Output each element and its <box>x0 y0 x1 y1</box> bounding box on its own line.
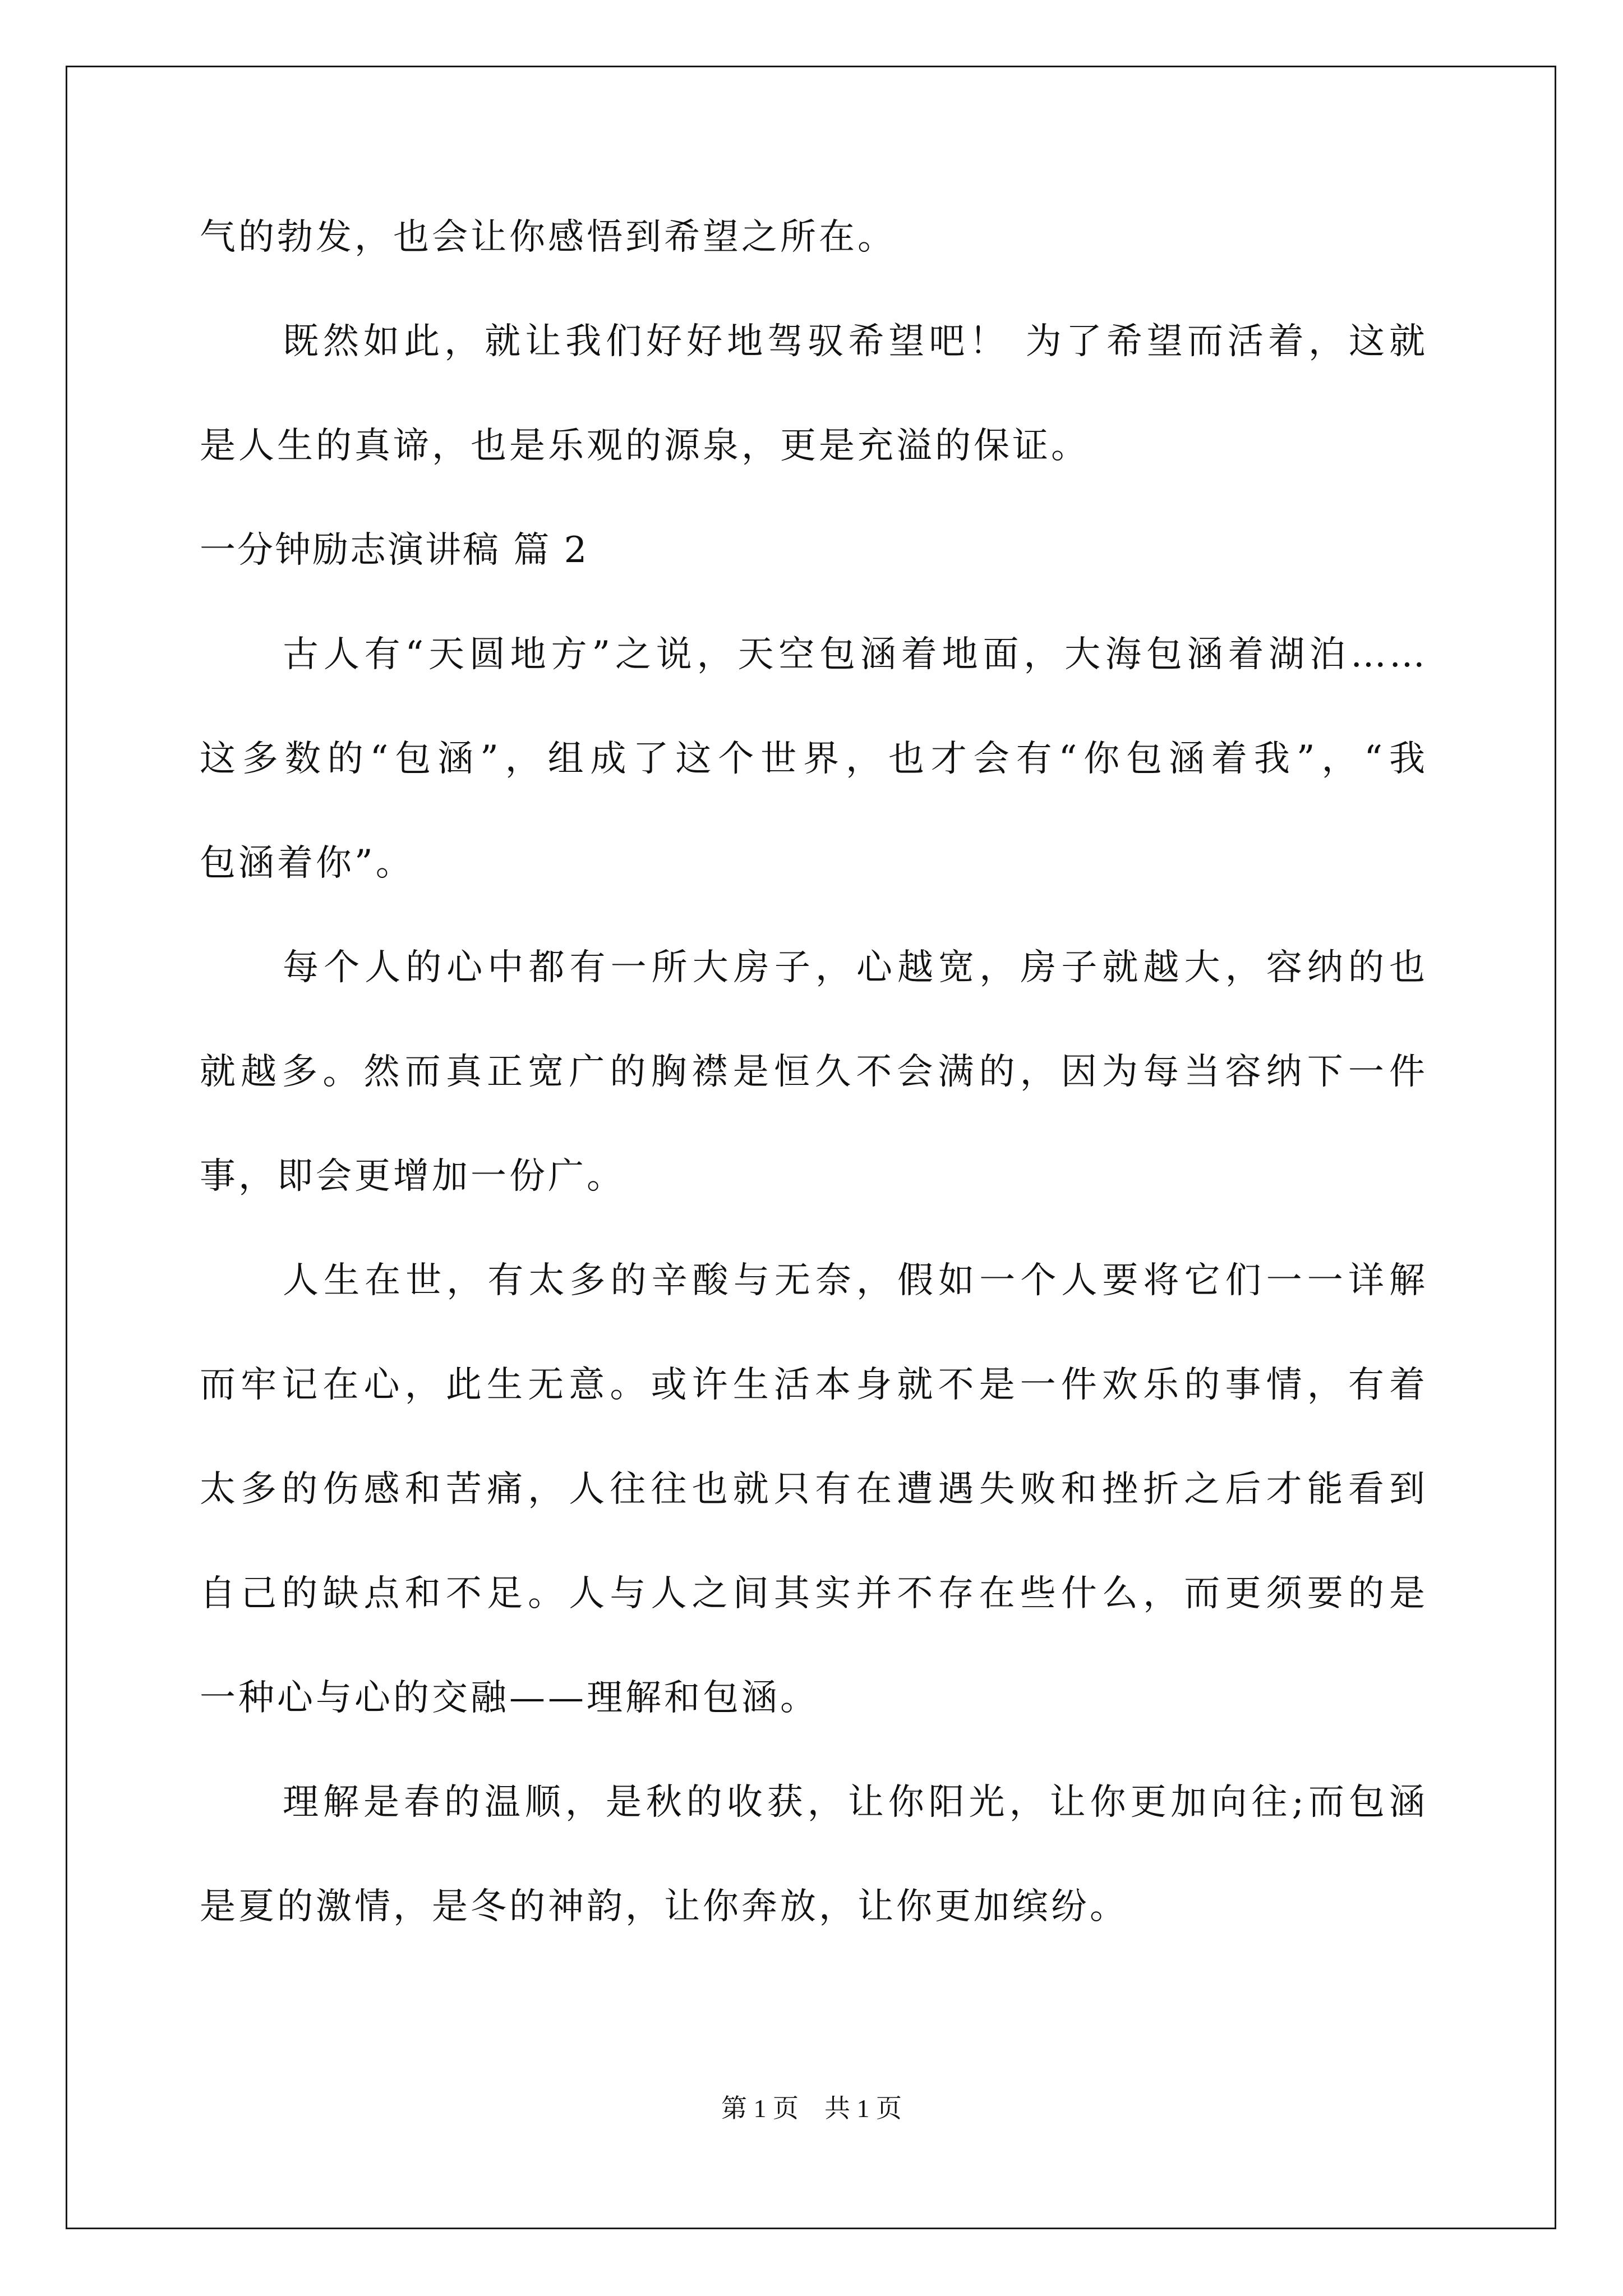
paragraph-line: 理解是春的温顺，是秋的收获，让你阳光，让你更加向往;而包涵 <box>283 1782 1428 1823</box>
paragraph-line: 是人生的真谛，也是乐观的源泉，更是充溢的保证。 <box>200 425 1090 467</box>
paragraph-line: 古人有“天圆地方”之说，天空包涵着地面，大海包涵着湖泊…… <box>283 634 1428 675</box>
paragraph-line: 事，即会更增加一份广。 <box>200 1156 625 1197</box>
page-footer <box>0 2088 1623 2125</box>
paragraph-line: 太多的伤感和苦痛，人往往也就只有在遭遇失败和挫折之后才能看到 <box>200 1469 1428 1510</box>
document-body <box>200 212 1428 1986</box>
paragraph-line: 每个人的心中都有一所大房子，心越宽，房子就越大，容纳的也 <box>283 947 1428 988</box>
paragraph-line: 是夏的激情，是冬的神韵，让你奔放，让你更加缤纷。 <box>200 1886 1128 1927</box>
section-heading: 一分钟励志演讲稿 篇 2 <box>200 530 589 571</box>
paragraph-line: 这多数的“包涵”，组成了这个世界，也才会有“你包涵着我”，“我 <box>200 738 1428 780</box>
paragraph-line: 既然如此，就让我们好好地驾驭希望吧！ 为了希望而活着，这就 <box>283 321 1428 362</box>
paragraph-line: 就越多。然而真正宽广的胸襟是恒久不会满的，因为每当容纳下一件 <box>200 1051 1428 1093</box>
paragraph-line: 一种心与心的交融——理解和包涵。 <box>200 1677 819 1719</box>
paragraph-line: 而牢记在心，此生无意。或许生活本身就不是一件欢乐的事情，有着 <box>200 1364 1428 1406</box>
page-number-label: 第 1 页 共 1 页 <box>721 2094 902 2123</box>
paragraph-line: 包涵着你”。 <box>200 843 414 884</box>
paragraph-line: 人生在世，有太多的辛酸与无奈，假如一个人要将它们一一详解 <box>283 1260 1428 1301</box>
paragraph-line: 气的勃发，也会让你感悟到希望之所在。 <box>200 217 896 258</box>
paragraph-line: 自己的缺点和不足。人与人之间其实并不存在些什么，而更须要的是 <box>200 1573 1428 1614</box>
